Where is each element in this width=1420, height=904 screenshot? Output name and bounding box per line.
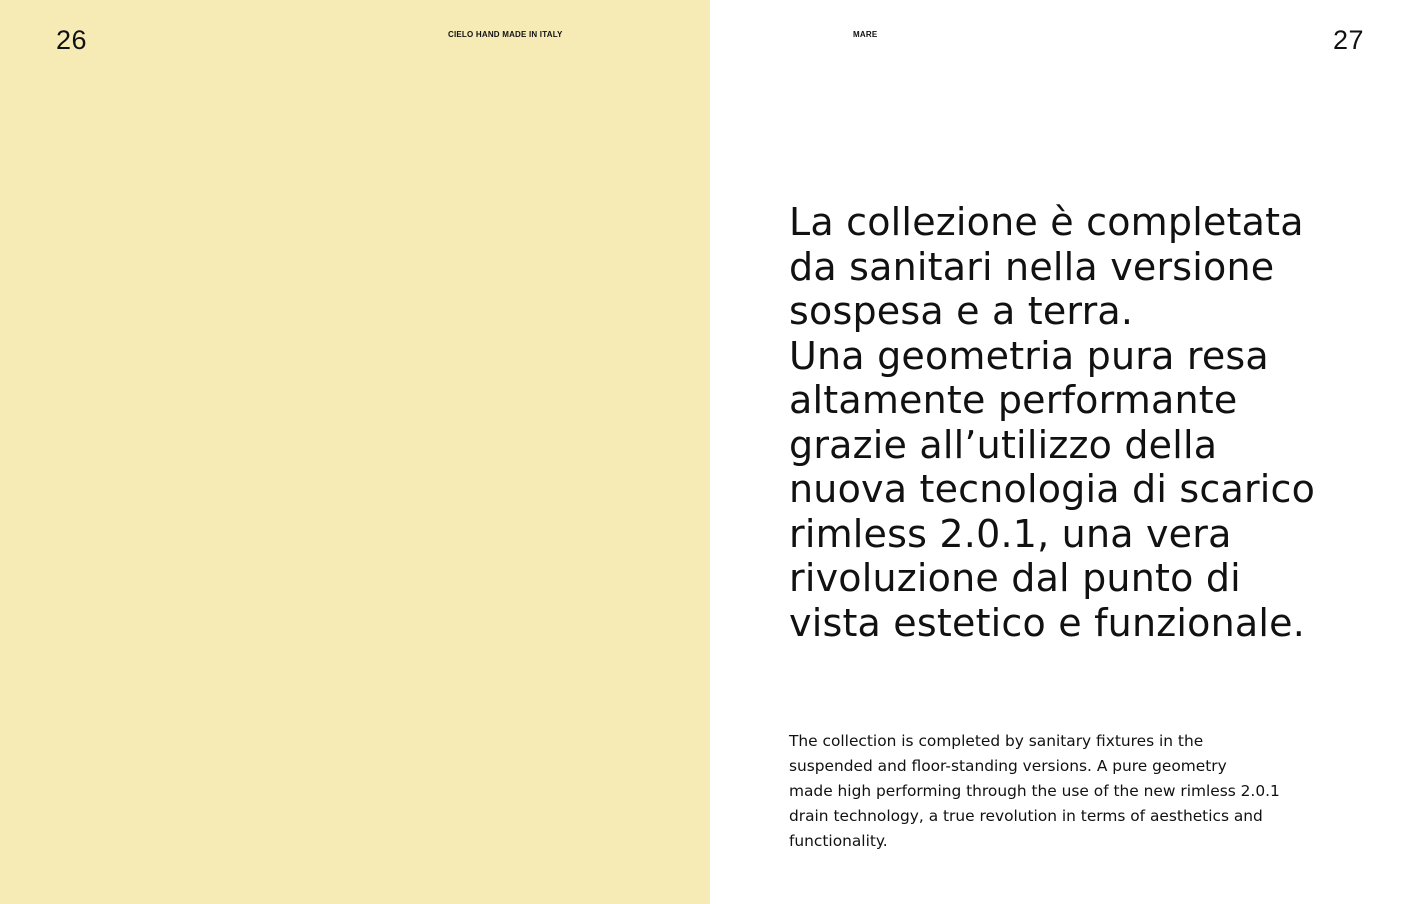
body-line: made high performing through the use of the new rimless 2.0.1 bbox=[789, 782, 1280, 800]
lead-line: sospesa e a terra. bbox=[789, 289, 1134, 333]
body-line: suspended and floor-standing versions. A pure geometry bbox=[789, 757, 1227, 775]
running-head-right: MARE bbox=[853, 30, 878, 39]
lead-line: rimless 2.0.1, una vera bbox=[789, 511, 1232, 556]
lead-line: La collezione è completata bbox=[789, 200, 1304, 244]
running-head-left: CIELO HAND MADE IN ITALY bbox=[448, 30, 563, 39]
page-number-left: 26 bbox=[56, 25, 88, 55]
body-line: The collection is completed by sanitary fixtures in the bbox=[789, 732, 1204, 750]
body-line: functionality. bbox=[789, 832, 888, 850]
page-number-right: 27 bbox=[1332, 25, 1364, 55]
lead-line: vista estetico e funzionale. bbox=[789, 600, 1305, 645]
lead-line: Una geometria pura resa bbox=[789, 333, 1269, 378]
body-line: drain technology, a true revolution in terms of aesthetics and bbox=[789, 807, 1263, 825]
english-body-paragraph bbox=[789, 729, 1349, 854]
italian-lead-paragraph bbox=[789, 200, 1369, 645]
lead-line: grazie all’utilizzo della bbox=[789, 422, 1218, 467]
lead-line: rivoluzione dal punto di bbox=[789, 556, 1241, 600]
right-page bbox=[710, 0, 1420, 904]
lead-line: altamente performante bbox=[789, 378, 1238, 422]
lead-line: da sanitari nella versione bbox=[789, 244, 1275, 289]
lead-line: nuova tecnologia di scarico bbox=[789, 467, 1316, 511]
